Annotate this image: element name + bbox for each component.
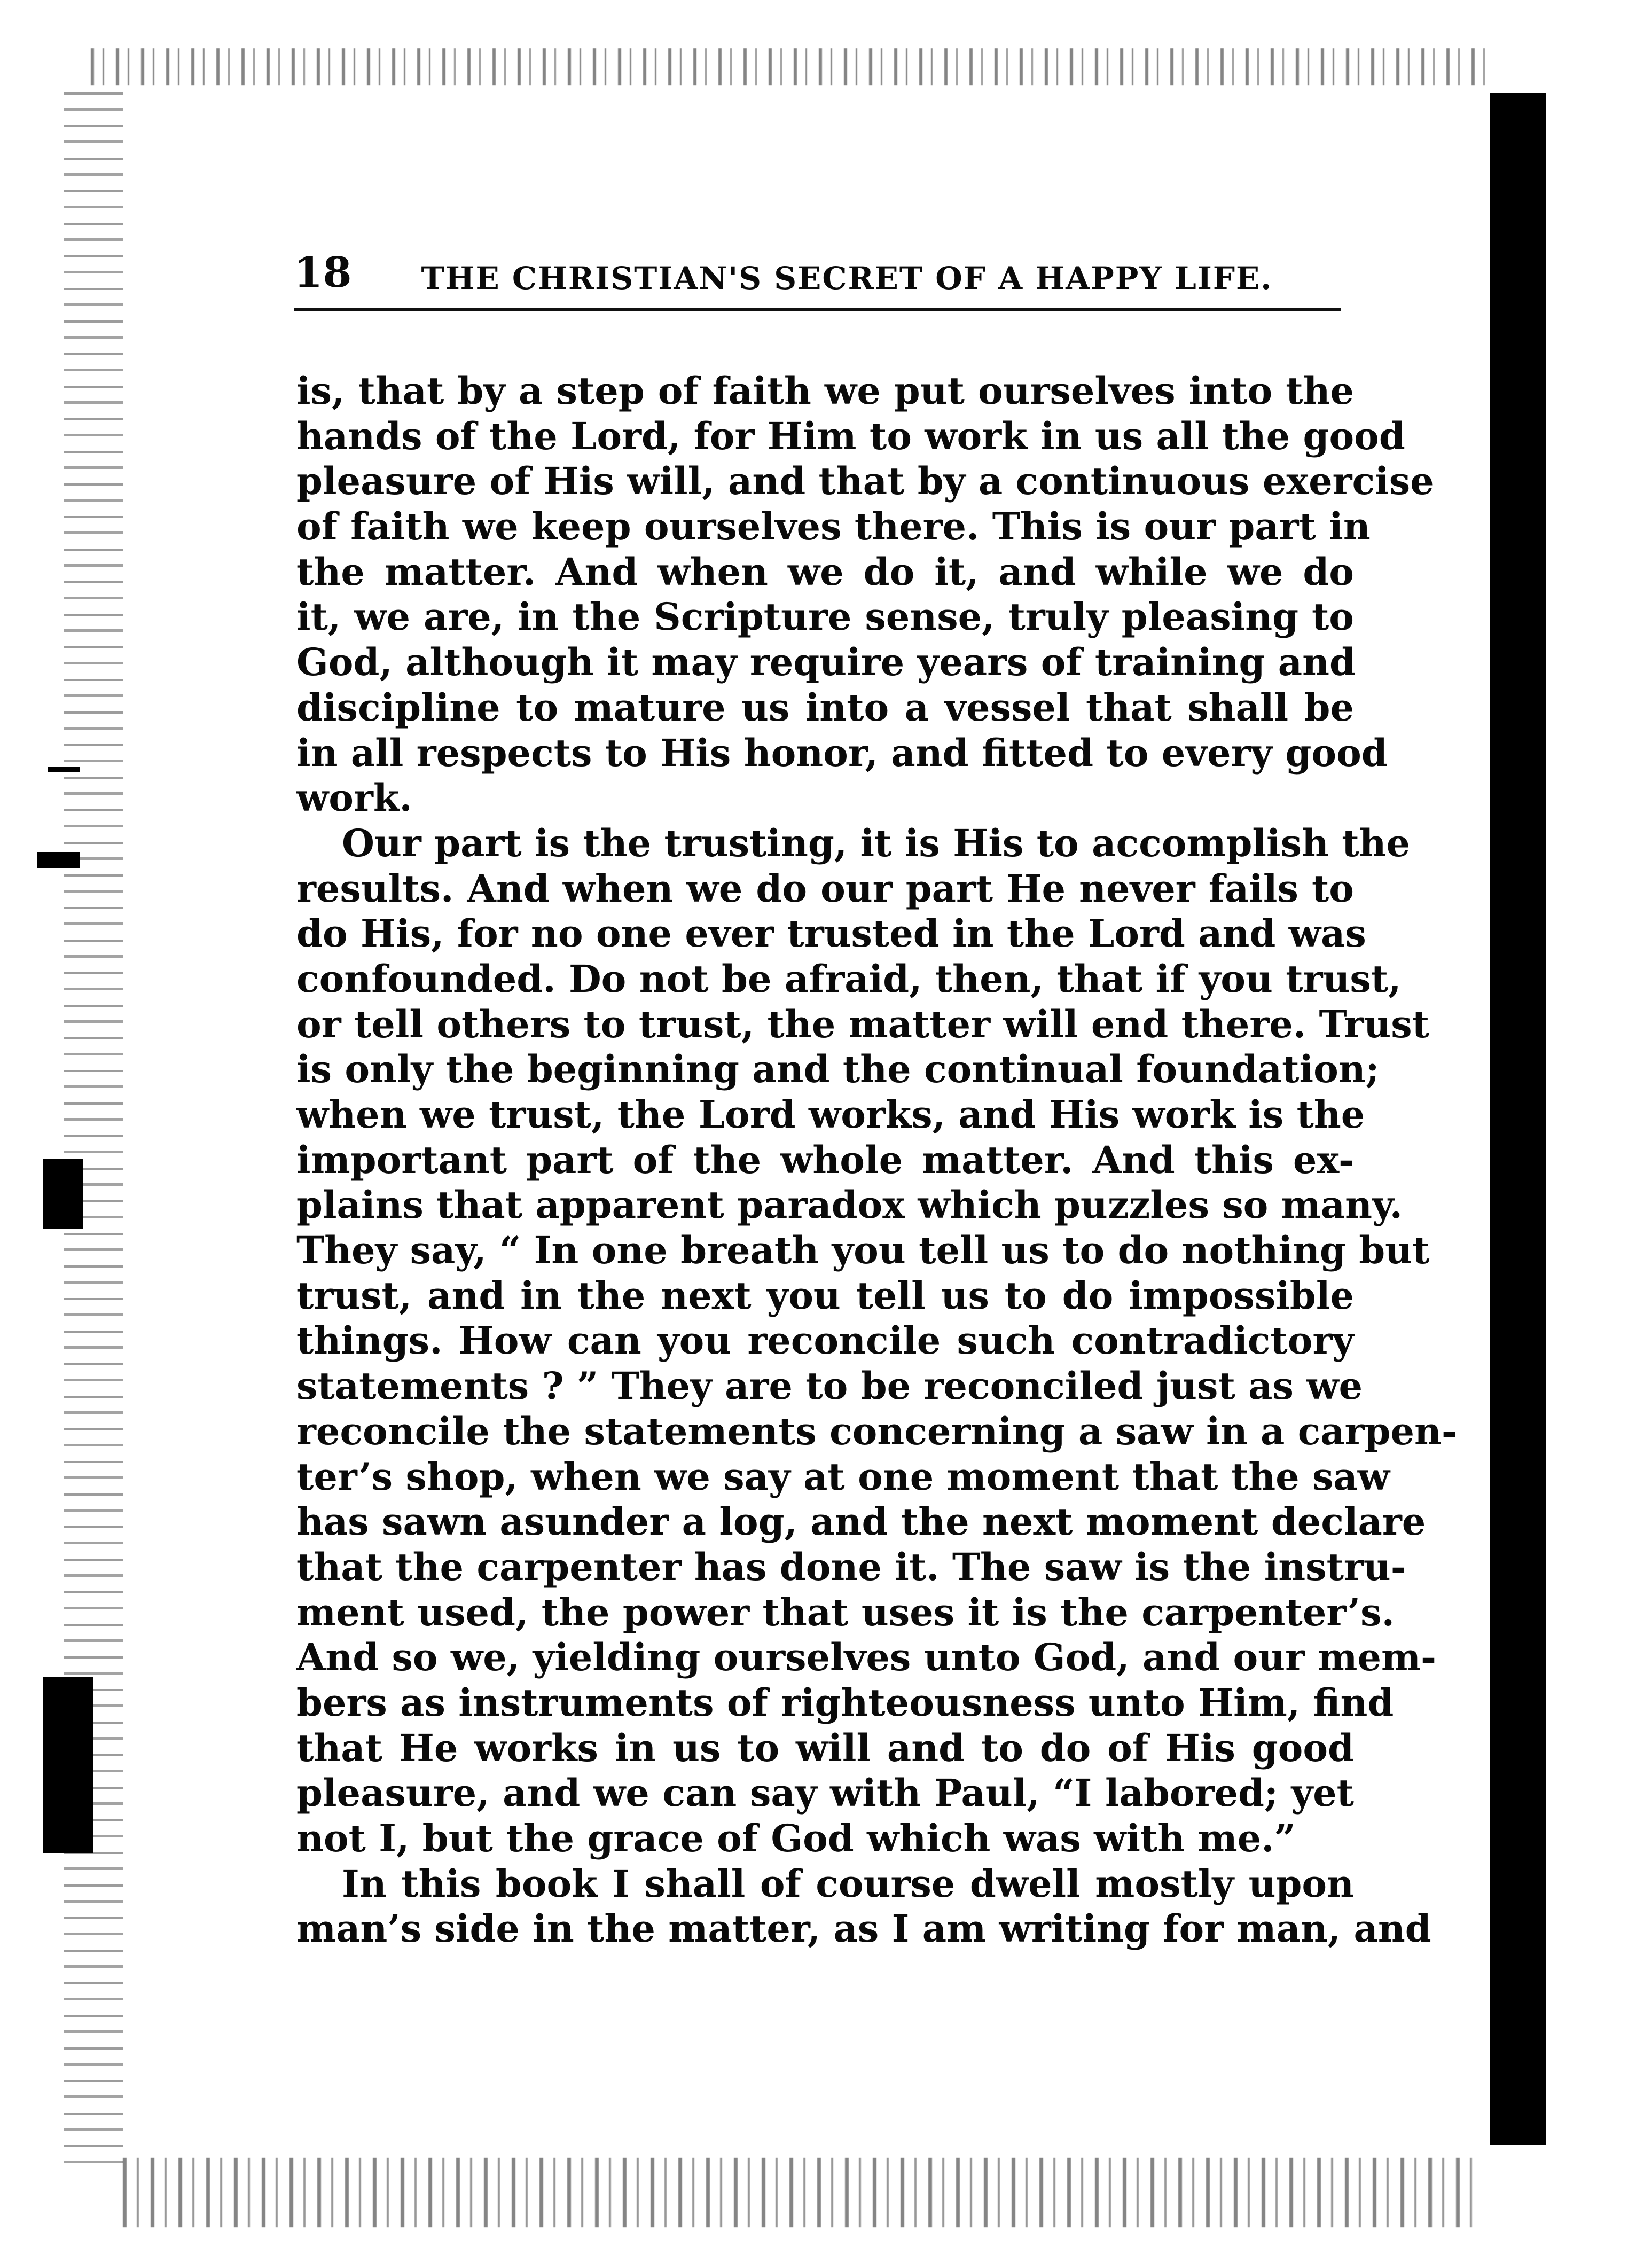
text-line: of faith we keep ourselves there. This is our part in: [296, 504, 1371, 549]
text-line: In this book I shall of course dwell mostly upon: [342, 1861, 1354, 1906]
text-line: is, that by a step of faith we put ourselves into the: [296, 369, 1354, 413]
page-number: 18: [294, 248, 352, 297]
text-line: ter’s shop, when we say at one moment that the saw: [296, 1454, 1390, 1499]
text-line: in all respects to His honor, and fitted to every good: [296, 730, 1388, 775]
text-line: They say, “ In one breath you tell us to do nothing but: [296, 1228, 1430, 1273]
text-line: reconcile the statements concerning a saw in a carpen-: [296, 1409, 1457, 1453]
text-line: or tell others to trust, the matter will end there. Trust: [296, 1002, 1430, 1046]
text-line: plains that apparent paradox which puzzles so many.: [296, 1183, 1403, 1227]
body-text: [296, 369, 1457, 1952]
running-title: THE CHRISTIAN'S SECRET OF A HAPPY LIFE.: [421, 260, 1273, 296]
text-line: confounded. Do not be afraid, then, that if you trust,: [296, 956, 1402, 1001]
text-line: ment used, the power that uses it is the carpenter’s.: [296, 1590, 1395, 1634]
text-line: has sawn asunder a log, and the next moment declare: [296, 1499, 1426, 1544]
text-line: work.: [296, 776, 412, 820]
scan-mark: [37, 852, 80, 868]
text-line: bers as instruments of righteousness unto Him, find: [296, 1680, 1394, 1725]
text-line: pleasure of His will, and that by a continuous exercise: [296, 459, 1434, 504]
scan-mark: [43, 1159, 83, 1229]
text-line: pleasure, and we can say with Paul, “I labored; yet: [296, 1771, 1354, 1816]
text-line: God, although it may require years of training and: [296, 640, 1356, 685]
text-line: important part of the whole matter. And this ex-: [296, 1137, 1354, 1182]
text-line: is only the beginning and the continual foundation;: [296, 1047, 1380, 1092]
scan-mark: [43, 1677, 93, 1853]
text-line: the matter. And when we do it, and while we do: [296, 549, 1354, 594]
scan-edge-bottom: [123, 2158, 1480, 2227]
text-line: it, we are, in the Scripture sense, truly pleasing to: [296, 595, 1354, 639]
text-line: things. How can you reconcile such contradictory: [296, 1318, 1354, 1363]
scan-edge-top: [91, 48, 1490, 85]
scan-mark: [48, 767, 80, 772]
text-line: do His, for no one ever trusted in the Lord and was: [296, 911, 1366, 956]
text-line: that the carpenter has done it. The saw is the instru-: [296, 1544, 1406, 1589]
text-line: hands of the Lord, for Him to work in us all the good: [296, 413, 1405, 458]
running-head: [294, 230, 1341, 311]
text-line: trust, and in the next you tell us to do impossible: [296, 1273, 1354, 1318]
text-line: man’s side in the matter, as I am writing for man, and: [296, 1906, 1431, 1951]
text-line: discipline to mature us into a vessel that shall be: [296, 685, 1354, 730]
text-line: statements ? ” They are to be reconciled just as we: [296, 1364, 1363, 1409]
text-line: Our part is the trusting, it is His to accomplish the: [342, 820, 1411, 865]
text-line: And so we, yielding ourselves unto God, and our mem-: [296, 1635, 1437, 1680]
binding-shadow: [1490, 93, 1546, 2145]
text-line: that He works in us to will and to do of His good: [296, 1725, 1354, 1770]
text-line: not I, but the grace of God which was with me.”: [296, 1816, 1296, 1860]
text-line: results. And when we do our part He never fails to: [296, 866, 1354, 911]
text-line: when we trust, the Lord works, and His work is the: [296, 1092, 1365, 1137]
